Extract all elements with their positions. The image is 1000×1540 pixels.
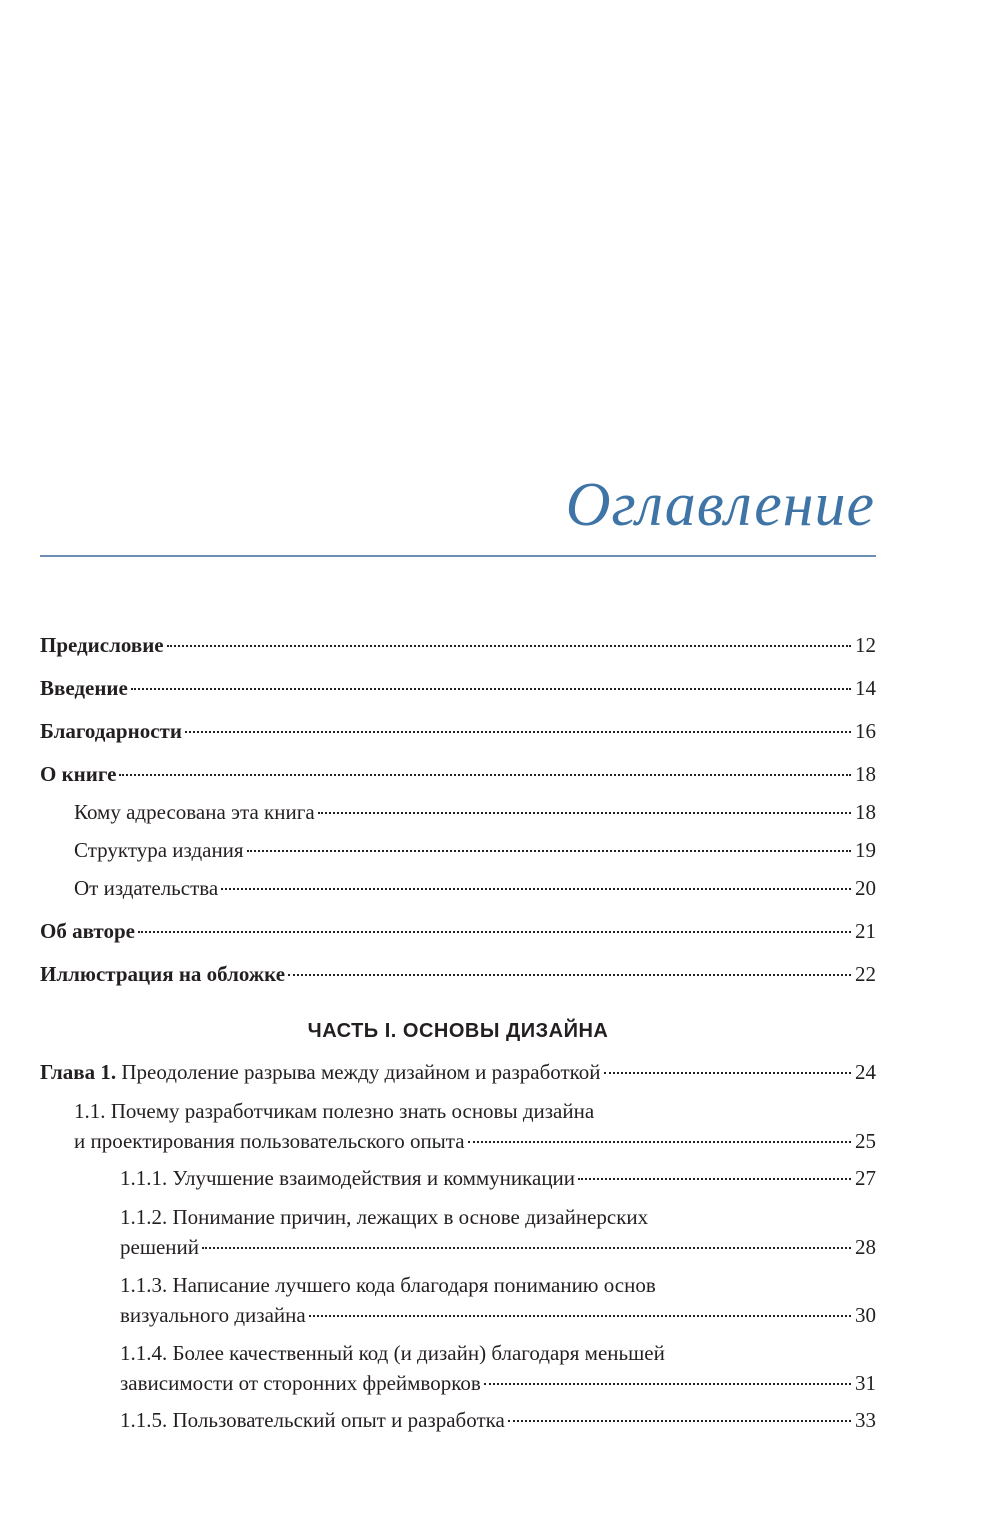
toc-entry-title-line1: 1.1.2. Понимание причин, лежащих в основе дизайнерских	[120, 1205, 649, 1229]
toc-entry-audience[interactable]	[40, 793, 876, 831]
dot-leader	[578, 1178, 851, 1180]
toc-entry-structure[interactable]	[40, 831, 876, 869]
toc-entry-title: Предисловие	[40, 633, 164, 657]
toc-entry-title-line2: зависимости от сторонних фреймворков	[120, 1371, 481, 1395]
page-number: 28	[855, 1235, 876, 1259]
toc-entry-title: Иллюстрация на обложке	[40, 962, 286, 986]
toc-entry-1-1-5[interactable]	[40, 1401, 876, 1439]
toc-entry-acknowledgements[interactable]	[40, 712, 876, 750]
chapter-label: Глава 1.	[40, 1060, 117, 1084]
page-number: 31	[855, 1371, 876, 1395]
table-of-contents	[40, 626, 876, 1439]
page-number: 30	[855, 1303, 876, 1327]
toc-entry-1-1-1[interactable]	[40, 1159, 876, 1197]
dot-leader	[202, 1247, 851, 1249]
toc-entry-cover-illustration[interactable]	[40, 955, 876, 993]
dot-leader	[131, 688, 851, 690]
page-number: 16	[855, 719, 876, 743]
page-title: Оглавление	[565, 471, 875, 539]
toc-entry-title: Кому адресована эта книга	[74, 800, 315, 824]
toc-entry-title: Об авторе	[40, 919, 135, 943]
toc-entry-title-line2: решений	[120, 1235, 200, 1259]
toc-entry-1-1-2[interactable]	[40, 1205, 876, 1265]
toc-entry-1-1-4[interactable]	[40, 1341, 876, 1401]
toc-entry-publisher[interactable]	[40, 869, 876, 907]
page-number: 20	[855, 876, 876, 900]
page-number: 25	[855, 1129, 876, 1153]
part-heading: ЧАСТЬ I. ОСНОВЫ ДИЗАЙНА	[307, 1020, 609, 1042]
dot-leader	[167, 645, 851, 647]
title-divider	[40, 555, 876, 557]
page-number: 14	[855, 676, 876, 700]
toc-entry-title: 1.1.5. Пользовательский опыт и разработка	[120, 1408, 505, 1432]
toc-entry-about-book[interactable]	[40, 755, 876, 793]
toc-entry-preface[interactable]	[40, 626, 876, 664]
toc-entry-title: От издательства	[74, 876, 219, 900]
page-number: 12	[855, 633, 876, 657]
toc-entry-title: Введение	[40, 676, 128, 700]
toc-entry-title: Структура издания	[74, 838, 244, 862]
dot-leader	[318, 812, 851, 814]
toc-entry-introduction[interactable]	[40, 669, 876, 707]
dot-leader	[604, 1072, 851, 1074]
dot-leader	[309, 1315, 851, 1317]
page-number: 18	[855, 800, 876, 824]
dot-leader	[484, 1383, 851, 1385]
toc-entry-1-1-3[interactable]	[40, 1273, 876, 1333]
page-number: 27	[855, 1166, 876, 1190]
toc-entry-title-line2: визуального дизайна	[120, 1303, 306, 1327]
toc-entry-1-1[interactable]	[40, 1099, 876, 1159]
dot-leader	[247, 850, 851, 852]
toc-entry-title-line1: 1.1. Почему разработчикам полезно знать основы дизайна	[74, 1099, 595, 1123]
toc-entry-about-author[interactable]	[40, 912, 876, 950]
toc-entry-title: Благодарности	[40, 719, 182, 743]
dot-leader	[185, 731, 851, 733]
toc-entry-title: О книге	[40, 762, 117, 786]
page-number: 33	[855, 1408, 876, 1432]
dot-leader	[138, 931, 851, 933]
page-number: 24	[855, 1060, 876, 1084]
toc-entry-title-line2: и проектирования пользовательского опыта	[74, 1129, 465, 1153]
page-number: 18	[855, 762, 876, 786]
dot-leader	[221, 888, 851, 890]
toc-entry-title: Преодоление разрыва между дизайном и разработкой	[121, 1060, 601, 1084]
toc-entry-title-line1: 1.1.4. Более качественный код (и дизайн) благодаря меньшей	[120, 1341, 665, 1365]
toc-entry-title-line1: 1.1.3. Написание лучшего кода благодаря пониманию основ	[120, 1273, 656, 1297]
dot-leader	[119, 774, 851, 776]
toc-entry-chapter-1[interactable]	[40, 1053, 876, 1091]
dot-leader	[508, 1420, 851, 1422]
dot-leader	[468, 1141, 851, 1143]
page-number: 19	[855, 838, 876, 862]
page-number: 21	[855, 919, 876, 943]
toc-entry-title: 1.1.1. Улучшение взаимодействия и коммуникации	[120, 1166, 576, 1190]
page-number: 22	[855, 962, 876, 986]
dot-leader	[288, 974, 851, 976]
